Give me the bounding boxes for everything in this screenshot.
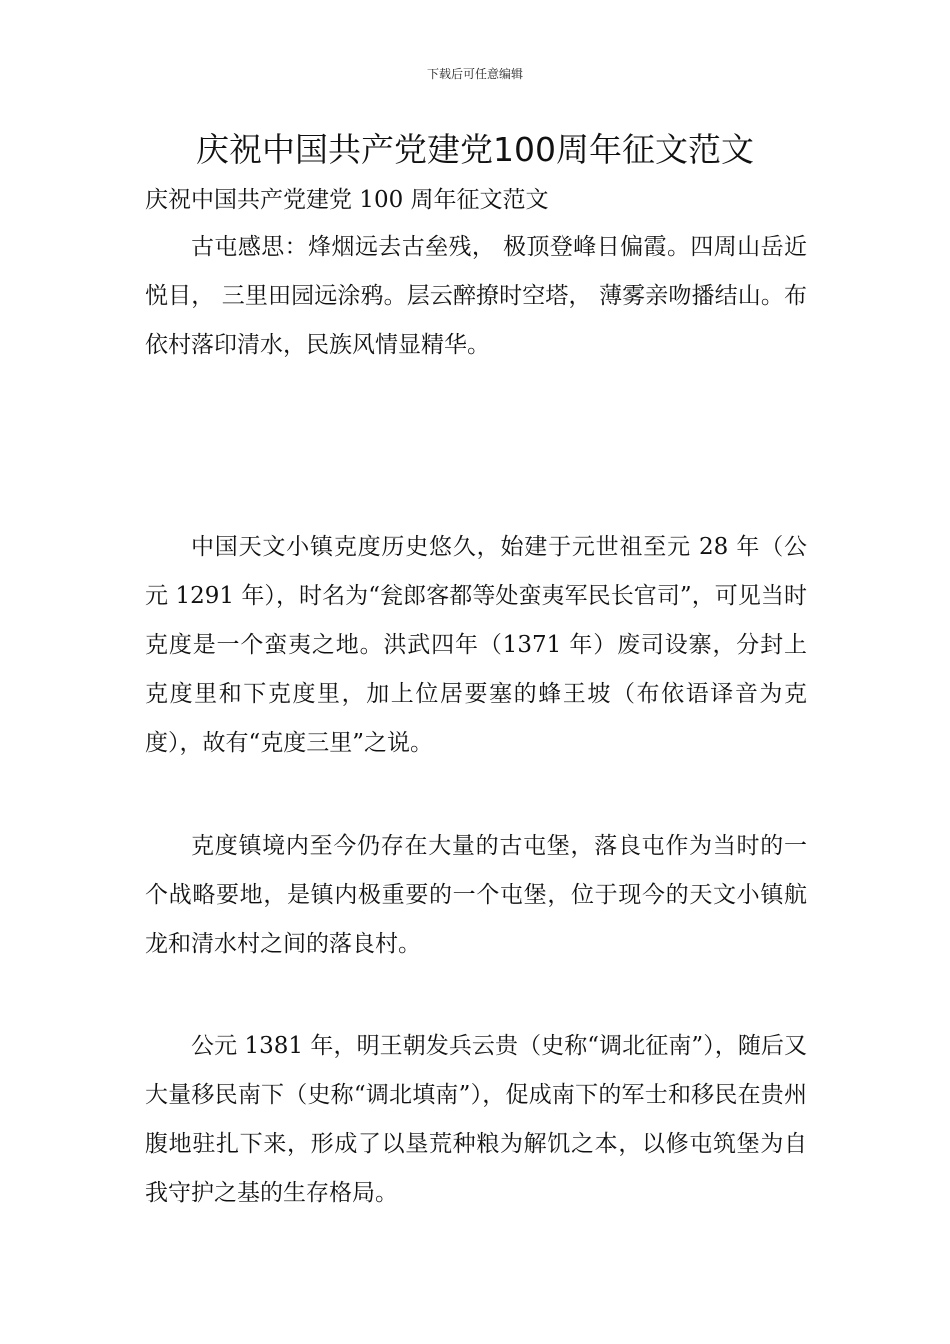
paragraph-tunbao: 克度镇境内至今仍存在大量的古屯堡，落良屯作为当时的一个战略要地，是镇内极重要的一个屯堡，位于现今的天文小镇航龙和清水村之间的落良村。 — [145, 833, 807, 957]
paragraph-poem: 古屯感思：烽烟远去古垒残， 极顶登峰日偏霞。四周山岳近悦目， 三里田园远涂鸦。层云醉撩时空塔， 薄雾亲吻播结山。布依村落印清水，民族风情显精华。 — [145, 234, 807, 358]
paragraph-migration: 公元 1381 年，明王朝发兵云贵（史称“调北征南”），随后又大量移民南下（史称“调北填南”），促成南下的军士和移民在贵州腹地驻扎下来，形成了以垦荒种粮为解饥之本，以修屯筑堡为自我守护之基的生存格局。 — [145, 1033, 807, 1206]
paragraph-history: 中国天文小镇克度历史悠久，始建于元世祖至元 28 年（公元 1291 年），时名为“瓮郎客都等处蛮夷军民长官司”，可见当时克度是一个蛮夷之地。洪武四年（1371 年）废司设寨，分封上克度里和下克度里，加上位居要塞的蜂王坡（布依语译音为克度），故有“克度三里”之说。 — [145, 534, 807, 756]
header-note: 下载后可任意编辑 — [426, 67, 523, 81]
document-subtitle: 庆祝中国共产党建党 100 周年征文范文 — [145, 187, 549, 213]
document-title: 庆祝中国共产党建党100周年征文范文 — [196, 130, 754, 169]
